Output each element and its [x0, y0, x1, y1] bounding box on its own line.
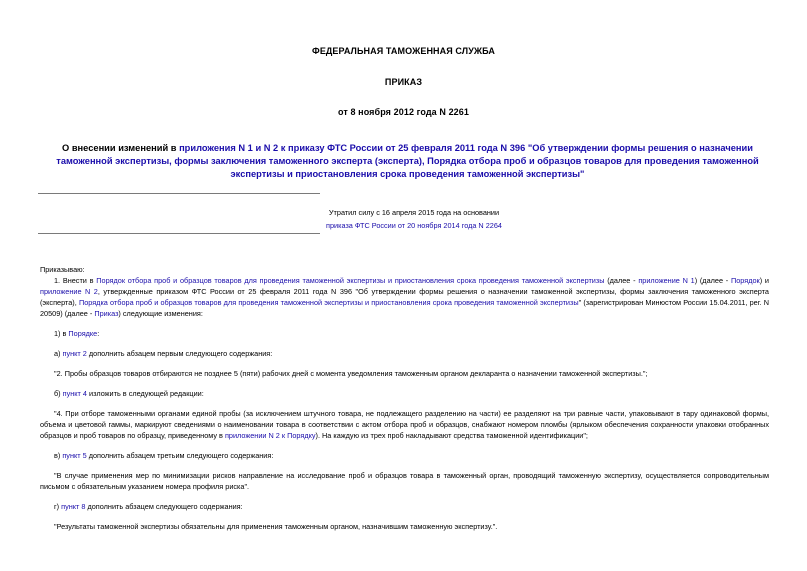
- link-appendix-2[interactable]: приложение N 2: [40, 287, 98, 296]
- link-punkt-2[interactable]: пункт 2: [62, 349, 87, 358]
- text: дополнить абзацем третьим следующего содержания:: [86, 451, 274, 460]
- text: ) следующие изменения:: [118, 309, 203, 318]
- link-punkt-5[interactable]: пункт 5: [62, 451, 87, 460]
- text: б): [54, 389, 63, 398]
- link-poryadok-order[interactable]: Порядка отбора проб и образцов товаров для проведения таможенной экспертизы и приостановления срока проведения таможенной экспертизы: [78, 298, 579, 307]
- divider-bottom: [38, 233, 320, 234]
- link-poryadok-full[interactable]: Порядок отбора проб и образцов товаров для проведения таможенной экспертизы и приостановления срока проведения таможенной экспертизы: [96, 276, 605, 285]
- validity-note-text: Утратил силу с 16 апреля 2015 года на основании: [328, 208, 500, 217]
- subitem-g: [40, 501, 769, 512]
- text: ) (далее -: [694, 276, 731, 285]
- text: в): [54, 451, 63, 460]
- text: 1. Внести в: [54, 276, 97, 285]
- document-body: [40, 264, 769, 532]
- text: г): [54, 502, 62, 511]
- link-poryadke[interactable]: Порядке: [68, 329, 98, 338]
- link-prikaz[interactable]: Приказ: [94, 309, 119, 318]
- paragraph-1: [40, 275, 769, 319]
- text: , утвержденные приказом ФТС России от 25 февраля 2011 года N 396 "Об утверждении формы решения о назначении таможенной экспертизы, формы заключения таможенного эксперта (эксперта),: [40, 287, 769, 307]
- document-date-number: от 8 ноября 2012 года N 2261: [337, 107, 469, 117]
- link-punkt-8[interactable]: пункт 8: [61, 502, 86, 511]
- text: а): [54, 349, 63, 358]
- link-appendix-1[interactable]: приложение N 1: [638, 276, 695, 285]
- link-poryadok[interactable]: Порядок: [730, 276, 760, 285]
- validity-note-link[interactable]: приказа ФТС России от 20 ноября 2014 года N 2264: [326, 221, 502, 230]
- quote-b: [40, 408, 769, 441]
- text: ). На каждую из трех проб накладывают средства таможенной идентификации";: [315, 431, 588, 440]
- subitem-b: [40, 388, 769, 399]
- text: изложить в следующей редакции:: [86, 389, 204, 398]
- text: дополнить абзацем первым следующего содержания:: [86, 349, 273, 358]
- quote-v: "В случае применения мер по минимизации рисков направление на исследование проб и образцов товара в таможенный орган, проводящий таможенную экспертизу, осуществляется сопроводительным письмом с обязательным указанием номера профиля риска".: [40, 471, 769, 491]
- subitem-1: [40, 328, 769, 339]
- document-title: [40, 142, 775, 181]
- title-prefix: О внесении изменений в: [62, 143, 180, 153]
- agency-name: ФЕДЕРАЛЬНАЯ ТАМОЖЕННАЯ СЛУЖБА: [312, 46, 495, 56]
- text: "4. При отборе таможенными органами единой пробы (за исключением штучного товара, не подлежащего разделению на части) ее разделяют на три равные части, упаковывают в тару одинаковой формы, объема и цветовой гаммы, маркируют сведениями о наименовании товара в соответствии с актом отбора проб и образцов, снабжают номером пломбы (ярлыком обеспечения сохранности упаковки отобранных образцов и проб товаров по образцу, приведенному в: [40, 409, 769, 440]
- validity-note: [314, 206, 514, 232]
- quote-a: "2. Пробы образцов товаров отбираются не позднее 5 (пяти) рабочих дней с момента уведомления таможенным органом декларанта о назначении таможенной экспертизы.";: [54, 369, 648, 378]
- subitem-a: [40, 348, 769, 359]
- document-type: ПРИКАЗ: [384, 77, 423, 87]
- subitem-v: [40, 450, 769, 461]
- text: 1) в: [54, 329, 69, 338]
- title-link[interactable]: приложения N 1 и N 2 к приказу ФТС России от 25 февраля 2011 года N 396 "Об утверждении формы решения о назначении таможенной экспертизы, формы заключения таможенного эксперта (эксперта), Порядка отбора проб и образцов товаров для проведения таможенной экспертизы и приостановления срока проведения таможенной экспертизы": [56, 143, 759, 179]
- link-appendix-2-poryadok[interactable]: приложении N 2 к Порядку: [224, 431, 316, 440]
- link-punkt-4[interactable]: пункт 4: [62, 389, 87, 398]
- quote-g: "Результаты таможенной экспертизы обязательны для применения таможенным органом, назначившим таможенную экспертизу.".: [54, 522, 498, 531]
- text: " (зарегистрирован Минюстом России 15.04.2011, рег. N 20509) (далее -: [40, 298, 769, 318]
- order-word: Приказываю:: [40, 265, 85, 274]
- text: (далее -: [604, 276, 639, 285]
- text: :: [97, 329, 100, 338]
- text: дополнить абзацем следующего содержания:: [85, 502, 243, 511]
- divider-top: [38, 193, 320, 194]
- text: ) и: [759, 276, 769, 285]
